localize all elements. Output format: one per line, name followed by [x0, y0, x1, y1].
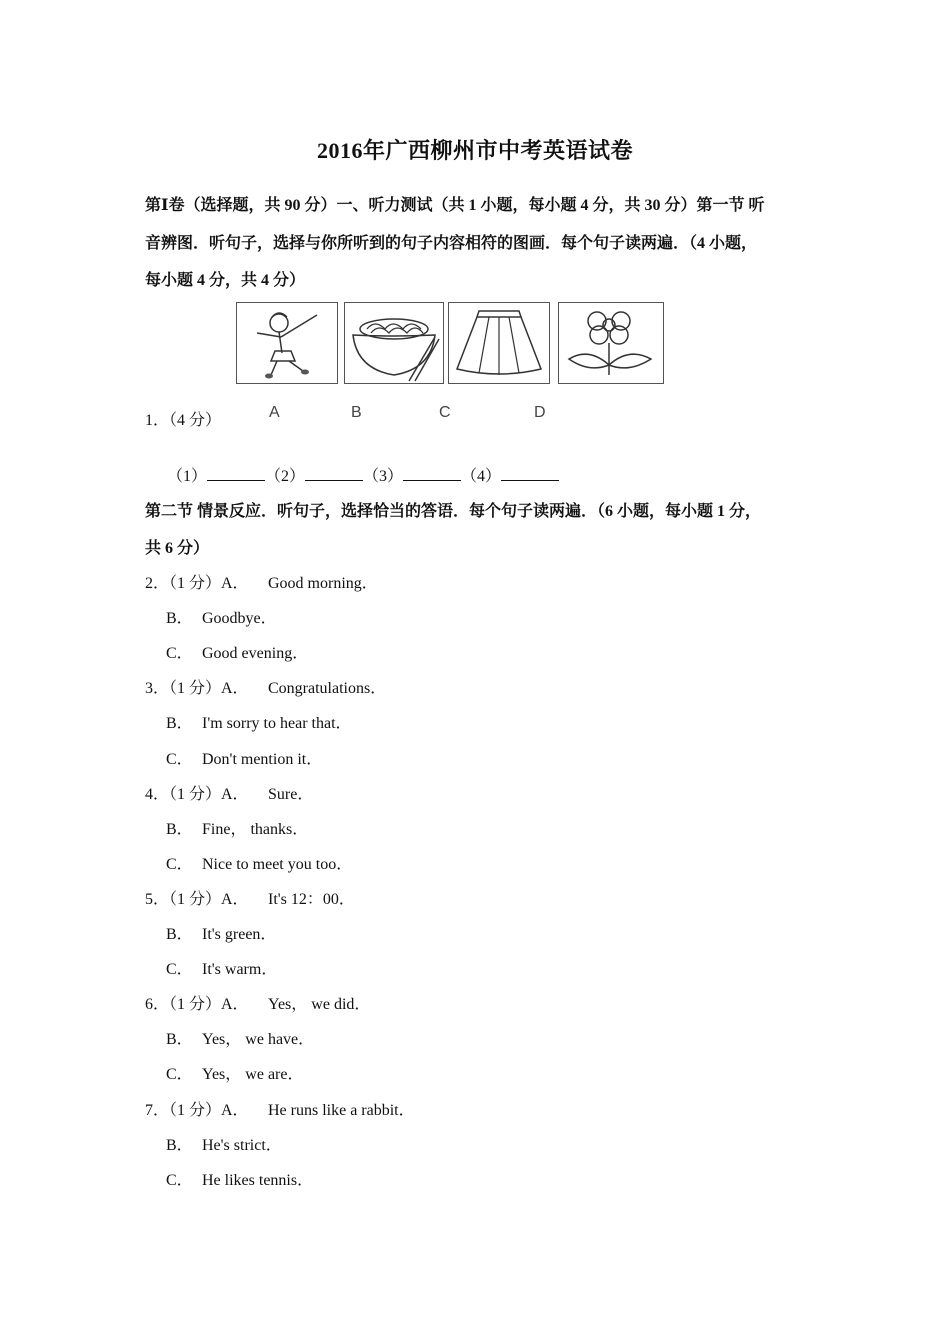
option-b-label: B．	[166, 821, 193, 838]
answer-blank-1[interactable]	[207, 466, 265, 481]
skirt-picture	[448, 302, 550, 384]
option-c-text: Don't mention it．	[202, 751, 323, 768]
option-c-text: He likes tennis．	[202, 1172, 314, 1189]
option-c-label: C．	[166, 751, 193, 768]
section2-heading-line2: 共 6 分）	[145, 540, 210, 557]
option-letter-c: C	[439, 404, 451, 421]
option-b-text: I'm sorry to hear that．	[202, 715, 352, 732]
q1-picture-row	[234, 302, 666, 386]
answer-blank-4[interactable]	[501, 466, 559, 481]
option-c-label: C．	[166, 1066, 193, 1083]
dancing-girl-picture	[236, 302, 338, 384]
option-a-text: Congratulations．	[268, 680, 387, 697]
section1-heading-line1: 第Ⅰ卷（选择题，共 90 分）一、听力测试（共 1 小题，每小题 4 分，共 30 分）第一节 听	[145, 197, 765, 214]
blank-label-1: （1）	[167, 468, 208, 485]
option-b-label: B．	[166, 610, 193, 627]
option-c-text: Yes， we are．	[202, 1066, 304, 1083]
question-number: 2．（1 分）A．	[145, 575, 249, 592]
option-c-text: Nice to meet you too．	[202, 856, 353, 873]
blank-label-3: （3）	[363, 468, 404, 485]
page-title: 2016年广西柳州市中考英语试卷	[316, 138, 633, 163]
answer-blank-2[interactable]	[305, 466, 363, 481]
question-number: 7．（1 分）A．	[145, 1102, 249, 1119]
option-b-text: Fine， thanks．	[202, 821, 309, 838]
noodles-bowl-picture	[344, 302, 444, 384]
option-c-label: C．	[166, 1172, 193, 1189]
option-a-text: It's 12：00．	[268, 891, 355, 908]
option-b-text: Yes， we have．	[202, 1031, 315, 1048]
option-b-label: B．	[166, 926, 193, 943]
question-number: 4．（1 分）A．	[145, 786, 249, 803]
option-b-label: B．	[166, 1031, 193, 1048]
option-letter-b: B	[351, 404, 362, 421]
q1-number: 1．（4 分）	[145, 412, 222, 429]
option-a-text: He runs like a rabbit．	[268, 1102, 415, 1119]
option-b-label: B．	[166, 715, 193, 732]
answer-blank-3[interactable]	[403, 466, 461, 481]
option-b-label: B．	[166, 1137, 193, 1154]
option-letter-a: A	[269, 404, 280, 421]
option-c-label: C．	[166, 961, 193, 978]
option-letter-d: D	[534, 404, 546, 421]
question-number: 5．（1 分）A．	[145, 891, 249, 908]
option-c-label: C．	[166, 856, 193, 873]
blank-label-4: （4）	[461, 468, 502, 485]
option-c-text: It's warm．	[202, 961, 278, 978]
flower-picture	[558, 302, 664, 384]
option-b-text: Goodbye．	[202, 610, 277, 627]
option-b-text: He's strict．	[202, 1137, 282, 1154]
blank-label-2: （2）	[265, 468, 306, 485]
option-c-text: Good evening．	[202, 645, 309, 662]
option-a-text: Sure．	[268, 786, 314, 803]
question-number: 3．（1 分）A．	[145, 680, 249, 697]
option-a-text: Good morning．	[268, 575, 378, 592]
section2-heading-line1: 第二节 情景反应．听句子，选择恰当的答语．每个句子读两遍．（6 小题，每小题 1 分，	[145, 503, 762, 520]
option-c-label: C．	[166, 645, 193, 662]
section1-heading-line3: 每小题 4 分，共 4 分）	[145, 272, 306, 289]
question-number: 6．（1 分）A．	[145, 996, 249, 1013]
section1-heading-line2: 音辨图．听句子，选择与你所听到的句子内容相符的图画．每个句子读两遍．（4 小题，	[145, 235, 758, 252]
option-a-text: Yes， we did．	[268, 996, 371, 1013]
option-b-text: It's green．	[202, 926, 277, 943]
q1-answer-blanks	[167, 463, 559, 486]
